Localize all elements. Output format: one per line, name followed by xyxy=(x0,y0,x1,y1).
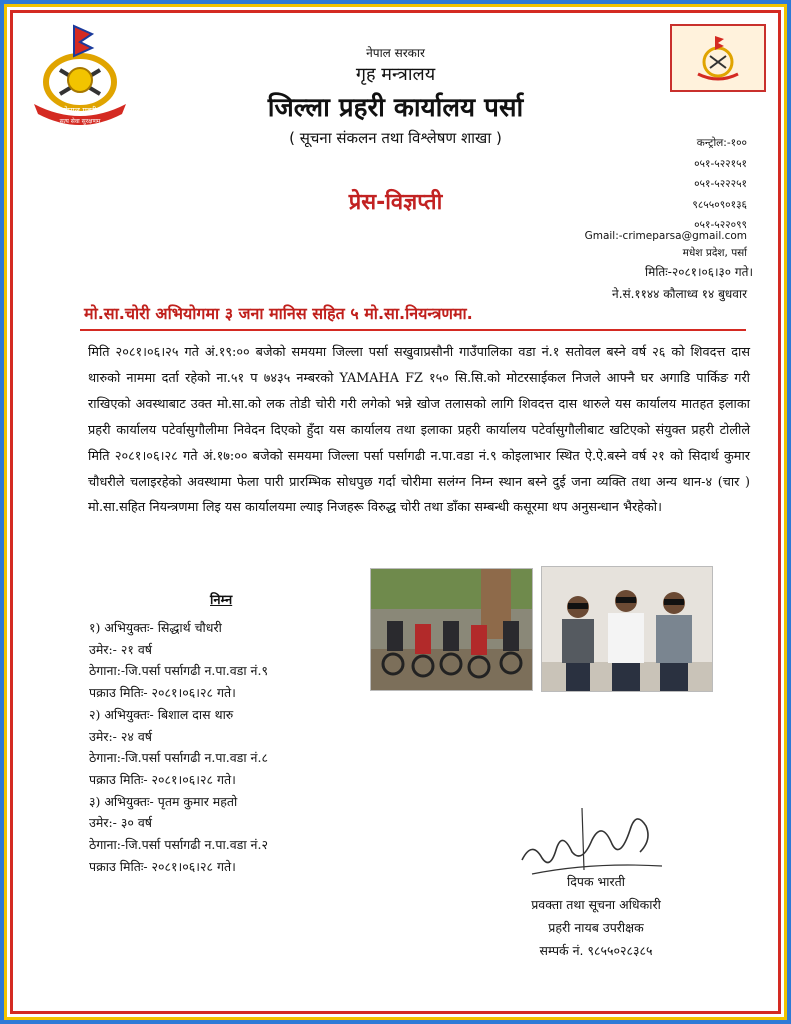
accused-3-arrest: पक्राउ मितिः- २०८१।०६।२८ गते। xyxy=(89,858,236,874)
contact-phone-1: ०५१-५२२१५१ xyxy=(694,157,747,170)
accused-3-age: उमेर:- ३० वर्ष xyxy=(89,815,152,831)
arrested-persons-photo xyxy=(541,566,713,692)
headline-divider xyxy=(80,329,746,331)
signature-icon xyxy=(512,800,672,880)
contact-block xyxy=(692,133,747,236)
headline: मो.सा.चोरी अभियोगमा ३ जना मानिस सहित ५ मो.सा.नियन्त्रणमा. xyxy=(84,304,473,323)
accused-2-age: उमेर:- २४ वर्ष xyxy=(89,728,152,744)
accused-1-age: उमेर:- २१ वर्ष xyxy=(89,641,152,657)
accused-2-address: ठेगाना:-जि.पर्सा पर्सागढी न.पा.वडा नं.८ xyxy=(89,750,268,766)
contact-email: Gmail:-crimeparsa@gmail.com xyxy=(584,230,747,242)
office-title: जिल्ला प्रहरी कार्यालय पर्सा xyxy=(267,93,524,123)
accused-list xyxy=(89,617,268,877)
contact-province: मधेश प्रदेश, पर्सा xyxy=(682,247,747,259)
accused-1-arrest: पक्राउ मितिः- २०८१।०६।२८ गते। xyxy=(89,685,236,701)
signatory-name: दिपक भारती xyxy=(566,874,626,889)
ministry-title: गृह मन्त्रालय xyxy=(355,64,436,85)
accused-2-arrest: पक्राउ मितिः- २०८१।०६।२८ गते। xyxy=(89,771,236,787)
government-label: नेपाल सरकार xyxy=(366,46,425,60)
accused-3-address: ठेगाना:-जि.पर्सा पर्सागढी न.पा.वडा नं.२ xyxy=(89,837,268,853)
logo-text-bottom: सत्य सेवा सुरक्षणम् xyxy=(59,118,101,125)
signatory-contact: सम्पर्क नं. ९८५५०२८३८५ xyxy=(539,943,653,958)
signatory-title: प्रवक्ता तथा सूचना अधिकारी xyxy=(531,897,661,912)
signatory-block xyxy=(506,870,686,962)
contact-phone-2: ०५१-५२२२५१ xyxy=(694,178,747,190)
contact-control: कन्ट्रोल:-१०० xyxy=(696,137,747,149)
accused-3-name: ३) अभियुक्तः- पृतम कुमार महतो xyxy=(89,793,238,809)
accused-2-name: २) अभियुक्तः- बिशाल दास थारु xyxy=(89,706,234,722)
signatory-rank: प्रहरी नायब उपरीक्षक xyxy=(548,920,644,935)
date-bs: मितिः-२०८१।०६।३० गते। xyxy=(645,265,753,279)
contact-phone-3: ०५१-५२२०९९ xyxy=(694,219,747,231)
body-paragraph: मिति २०८१।०६।२५ गते अं.१९:०० बजेको समयमा जिल्ला पर्सा सखुवाप्रसौनी गाउँपालिका वडा नं.१ सतोवल बस्ने वर्ष २६ को शिवदत्त दास थारुको नाममा दर्ता रहेको ना.५१ प ७४३५ नम्बरको YAMAHA FZ १५० सि.सि.को मोटरसाईकल निजले आफ्नै घर अगाडि पार्किङ गरी राखिएको अवस्थाबाट उक्त मो.सा.को लक तोडी चोरी गरी लगेको भन्ने खोज तलासको लागि शिवदत्त दास थारुले यस कार्यालय मातहत इलाका प्रहरी कार्यालय पटेर्वासुगौलीमा निवेदन दिएको हुँदा यस कार्यालय तथा इलाका प्रहरी कार्यालय पटेर्वासुगौलीबाट खटिएको संयुक्त प्रहरी टोलीले मिति २०८१।०६।२८ गते अं.१७:०० बजेको समयमा जिल्ला पर्सा पर्सागढी न.पा.वडा नं.९ कोइलाभार स्थित ऐ.ऐ.बस्ने वर्ष २१ को सिदार्थ कुमार चौधरीले चलाइरहेको अवस्थामा फेला पारी प्रारम्भिक सोधपुछ गर्दा चोरीमा सलंग्न निम्न स्थान बस्ने दुई जना व्यक्ति तथा अन्य थान-४ (चार ) मो.सा.सहित नियन्त्रणमा लिइ यस कार्यालयमा ल्याइ निजहरू विरुद्ध चोरी तथा डाँका सम्बन्धी कसूरमा थप अनुसन्धान भैरहेको। xyxy=(88,345,750,516)
contact-mobile: ९८५५०९०१३६ xyxy=(692,198,747,211)
date-ns: ने.सं.११४४ कौलाध्व १४ बुधवार xyxy=(612,287,747,301)
motorcycles-photo xyxy=(370,568,533,691)
logo-text-top: नेपाल प्रहरी xyxy=(63,106,97,115)
press-release-title: प्रेस-विज्ञप्ती xyxy=(348,190,443,215)
list-heading: निम्न xyxy=(210,593,233,608)
branch-subtitle: ( सूचना संकलन तथा विश्लेषण शाखा ) xyxy=(289,129,502,147)
accused-1-address: ठेगाना:-जि.पर्सा पर्सागढी न.पा.वडा नं.९ xyxy=(89,663,268,679)
accused-1-name: १) अभियुक्तः- सिद्धार्थ चौधरी xyxy=(89,620,222,635)
